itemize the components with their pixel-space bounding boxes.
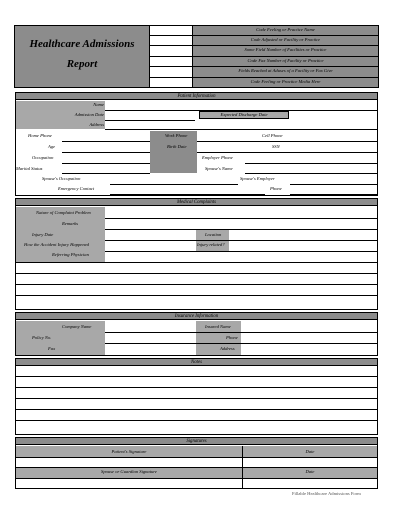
ssn-label: SSN xyxy=(272,144,280,149)
name-label: Name xyxy=(93,102,104,107)
form-title: Healthcare Admissions xyxy=(29,38,135,50)
birth-date-label: Birth Date xyxy=(167,144,187,149)
guardian-date-label: Date xyxy=(305,469,315,474)
notes-section-header: Notes xyxy=(15,358,378,366)
admission-date-label: Admission Date xyxy=(74,112,104,117)
phone-label: Phone xyxy=(270,186,282,191)
spouse-name-label: Spouse's Name xyxy=(205,166,233,171)
footer-text: Fillable Healthcare Admissions Form xyxy=(292,491,361,496)
work-phone-label: Work Phone xyxy=(165,133,188,138)
patient-section-header: Patient Information xyxy=(15,92,378,100)
emergency-contact-label: Emergency Contact xyxy=(58,186,95,191)
address-label: Address xyxy=(89,122,104,127)
home-phone-label: Home Phone xyxy=(28,133,52,138)
spouses-occupation-label: Spouse's Occupation xyxy=(42,176,81,181)
insurance-address-label: Address xyxy=(220,346,235,351)
age-label: Age xyxy=(48,144,56,149)
insurance-fax-label: Fax xyxy=(48,346,56,351)
form-title-line2: Report xyxy=(66,58,98,70)
employer-phone-label: Employer Phone xyxy=(202,155,233,160)
spouses-employer-label: Spouse's Employer xyxy=(240,176,275,181)
remarks-label: Remarks xyxy=(62,221,79,226)
injury-related-label: Injury related? xyxy=(197,242,225,247)
marital-status-label: Marital Status xyxy=(16,166,43,171)
injured-how-label: How the Accident Injury Happened xyxy=(24,242,89,247)
form-page: Healthcare Admissions Report Code Feeling or Practice Name Code Adjusted or Facility or Practice Some Field Number of Facilities or Practice Code Fax Number of Facility or Practice Fields Reached at Aduses of a Facility or Fax Give Code Feeling or Practice Media Here Patient Information Name Admission Date Address Expected Discharge Date Home Phone Age Occupation Marital Status Work Phone Birth Date Cell Phone SSN Employer Phone Spouse's Name Spouse's Occupation Spouse's Employer Emergency Contact Phone Medical Complaints Nature of Complaint Problem Remarks Injury Date How the Accident Injury Happened Referring Physician Location Injury related? Insurance Information Company Name Policy No. Fax Insured Name Phone Address Notes Signatures Patient's Signature Date Spouse or Guardian Signature Date Fillable Healthcare Admissions Form xyxy=(0,0,407,527)
practice-address-field[interactable]: Code Adjusted or Facility or Practice xyxy=(250,37,321,42)
medical-section-header: Medical Complaints xyxy=(15,198,378,206)
practice-fax-field[interactable]: Code Fax Number of Facility or Practice xyxy=(247,58,324,63)
occupation-label: Occupation xyxy=(32,155,54,160)
location-label: Location xyxy=(205,232,222,237)
notes-section[interactable] xyxy=(15,358,378,435)
nature-label: Nature of Complaint Problem xyxy=(36,210,91,215)
practice-email-field[interactable]: Fields Reached at Aduses of a Facility or Fax Give xyxy=(238,68,333,73)
guardian-signature-label: Spouse or Guardian Signature xyxy=(101,469,157,474)
cell-phone-label: Cell Phone xyxy=(262,133,283,138)
practice-website-field[interactable]: Code Feeling or Practice Media Here xyxy=(250,79,321,84)
practice-phone-field[interactable]: Some Field Number of Facilities or Practice xyxy=(244,47,327,52)
insurance-section-header: Insurance Information xyxy=(15,312,378,320)
referring-label: Referring Physician xyxy=(52,252,89,257)
policy-label: Policy No. xyxy=(32,335,52,340)
insured-name-label: Insured Name xyxy=(205,324,231,329)
signatures-section-header: Signatures xyxy=(15,437,378,445)
patient-signature-label: Patient's Signature xyxy=(111,449,147,454)
injury-date-label: Injury Date xyxy=(32,232,54,237)
practice-name-field[interactable]: Code Feeling or Practice Name xyxy=(256,27,315,32)
company-name-label: Company Name xyxy=(62,324,92,329)
insurance-phone-label: Phone xyxy=(226,335,238,340)
signature-date-label: Date xyxy=(305,449,315,454)
title-block xyxy=(14,25,150,88)
